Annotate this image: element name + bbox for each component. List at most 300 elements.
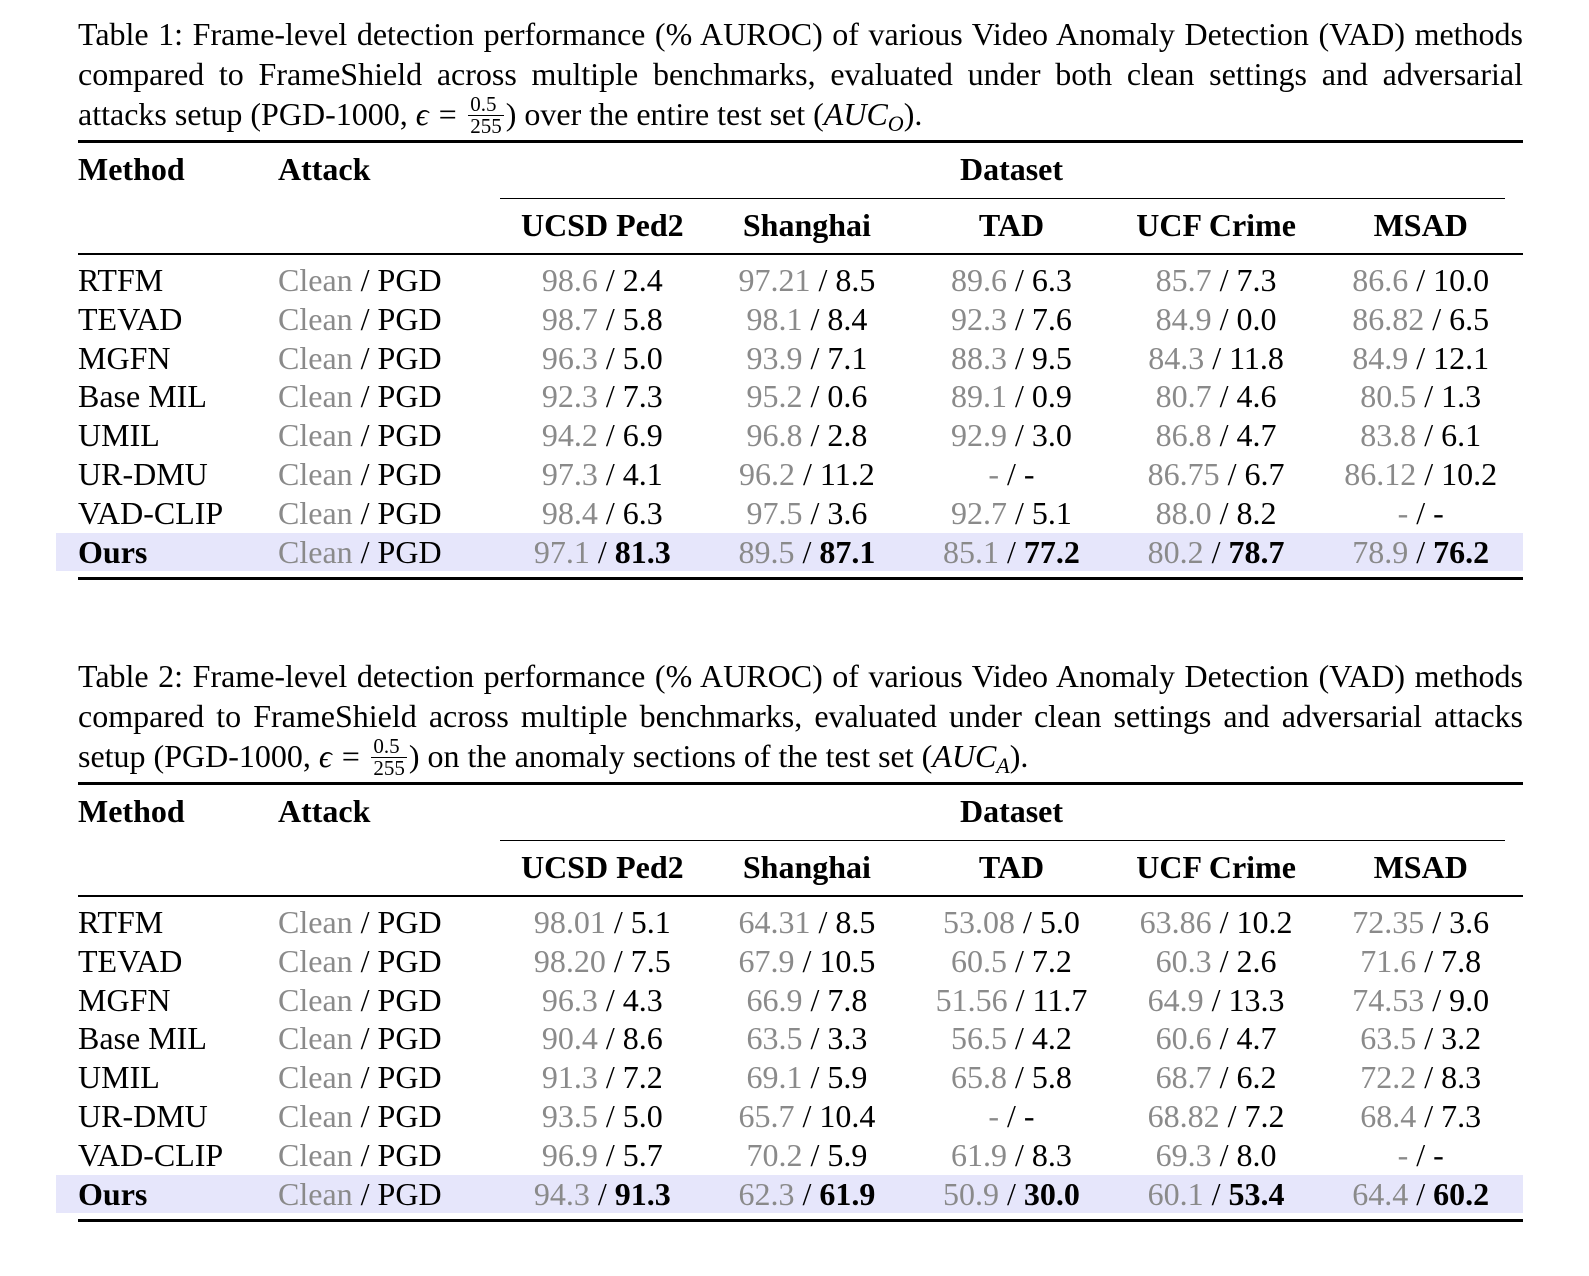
pgd-score: 6.3 — [622, 494, 663, 531]
pgd-score: 8.3 — [1031, 1136, 1072, 1173]
score-cell: 60.5 / 7.2 — [951, 942, 1072, 979]
score-cell: 89.6 / 6.3 — [951, 262, 1072, 298]
method-header: Method — [78, 784, 278, 840]
pgd-score: 8.4 — [827, 300, 868, 337]
clean-score: 63.86 — [1139, 904, 1212, 940]
score-cell: 51.56 / 11.7 — [935, 981, 1088, 1018]
dataset-header: Dataset — [500, 142, 1523, 198]
score-cell: 98.7 / 5.8 — [541, 300, 663, 337]
attack-label: Clean / PGD — [278, 494, 442, 531]
pgd-score: 9.0 — [1449, 981, 1490, 1018]
pgd-score: 7.1 — [827, 339, 868, 376]
pgd-score: 60.2 — [1433, 1175, 1490, 1212]
clean-score: 68.4 — [1360, 1097, 1417, 1134]
clean-score: 62.3 — [738, 1175, 795, 1212]
score-cell: 69.3 / 8.0 — [1155, 1136, 1277, 1173]
table-row — [78, 1136, 1523, 1175]
pgd-score: 3.6 — [827, 494, 868, 531]
pgd-score: 6.5 — [1449, 300, 1490, 337]
pgd-score: - — [1433, 494, 1444, 531]
score-cell: 86.12 / 10.2 — [1344, 455, 1498, 492]
clean-score: - — [1397, 494, 1409, 531]
score-cell: 84.9 / 0.0 — [1155, 300, 1277, 337]
table-row — [78, 942, 1523, 981]
clean-score: 60.6 — [1155, 1020, 1212, 1057]
clean-score: 68.82 — [1147, 1097, 1220, 1134]
clean-score: 70.2 — [746, 1136, 803, 1173]
clean-score: 96.9 — [541, 1136, 598, 1173]
score-cell: 80.2 / 78.7 — [1147, 533, 1285, 570]
table-row — [78, 981, 1523, 1020]
clean-score: 93.9 — [746, 339, 803, 376]
clean-score: 78.9 — [1352, 533, 1409, 570]
score-cell: 98.01 / 5.1 — [533, 904, 671, 940]
score-cell: 83.8 / 6.1 — [1360, 417, 1482, 454]
pgd-score: 10.2 — [1236, 904, 1293, 940]
pgd-score: 0.0 — [1236, 300, 1277, 337]
pgd-score: 61.9 — [819, 1175, 876, 1212]
attack-label: Clean / PGD — [278, 1059, 442, 1096]
table-row — [78, 416, 1523, 455]
score-cell: - / - — [1397, 494, 1444, 531]
score-cell: 65.8 / 5.8 — [951, 1059, 1072, 1096]
pgd-score: 8.3 — [1441, 1059, 1482, 1096]
score-cell: 63.5 / 3.2 — [1360, 1020, 1482, 1057]
clean-score: 86.82 — [1352, 300, 1425, 337]
dataset-cmidrule — [500, 840, 1505, 841]
table-2-caption: Table 2: Frame-level detection performance (% AUROC) of various Video Anomaly Detection (VAD) methods compared to FrameShield across multiple benchmarks, evaluated under clean settings and adversarial attacks setup (PGD-1000, ϵ = $\frac{0.5}{255}$ ) on the anomaly sections of the test set $(AUC_A)$. — [78, 658, 1523, 781]
pgd-score: 13.3 — [1228, 981, 1285, 1018]
score-cell: 63.86 / 10.2 — [1139, 904, 1293, 940]
bottom-rule — [78, 571, 1523, 580]
score-cell: 84.3 / 11.8 — [1148, 339, 1284, 376]
clean-score: 92.3 — [951, 300, 1008, 337]
score-cell: 89.1 / 0.9 — [951, 378, 1072, 415]
pgd-score: 2.6 — [1236, 942, 1277, 979]
pgd-score: 5.1 — [630, 904, 671, 940]
clean-score: 86.75 — [1147, 455, 1220, 492]
score-cell: 95.2 / 0.6 — [746, 378, 868, 415]
dataset-header: Dataset — [500, 784, 1523, 840]
pgd-score: 6.2 — [1236, 1059, 1277, 1096]
attack-label: Clean / PGD — [278, 942, 442, 979]
epsilon-fraction: $\frac{0.5}{255}$ — [373, 734, 405, 781]
pgd-score: 7.5 — [630, 942, 671, 979]
attack-label: Clean / PGD — [278, 378, 442, 415]
score-cell: 86.82 / 6.5 — [1352, 300, 1490, 337]
clean-score: 84.9 — [1352, 339, 1409, 376]
attack-header: Attack — [278, 142, 500, 198]
score-cell: 78.9 / 76.2 — [1352, 533, 1490, 570]
score-cell: 96.8 / 2.8 — [746, 417, 868, 454]
pgd-score: 4.6 — [1236, 378, 1277, 415]
score-cell: 63.5 / 3.3 — [746, 1020, 868, 1057]
clean-score: 86.6 — [1352, 262, 1409, 298]
attack-header: Attack — [278, 784, 500, 840]
pgd-score: 5.0 — [622, 339, 663, 376]
clean-score: 72.2 — [1360, 1059, 1417, 1096]
pgd-score: 10.2 — [1441, 455, 1498, 492]
pgd-score: 2.8 — [827, 417, 868, 454]
score-cell: 61.9 / 8.3 — [951, 1136, 1072, 1173]
score-cell: 53.08 / 5.0 — [943, 904, 1080, 940]
pgd-score: 3.3 — [827, 1020, 868, 1057]
attack-label: Clean / PGD — [278, 339, 442, 376]
score-cell: 98.4 / 6.3 — [541, 494, 663, 531]
score-cell: 72.2 / 8.3 — [1360, 1059, 1482, 1096]
results-table — [78, 782, 1523, 1213]
method-name: Ours — [78, 533, 148, 570]
score-cell: 74.53 / 9.0 — [1352, 981, 1490, 1018]
clean-score: - — [988, 455, 1000, 492]
clean-score: 80.2 — [1147, 533, 1204, 570]
attack-label: Clean / PGD — [278, 904, 442, 940]
clean-score: 60.3 — [1155, 942, 1212, 979]
dataset-column-header: MSAD — [1318, 839, 1523, 896]
clean-score: 92.9 — [951, 417, 1008, 454]
score-cell: 66.9 / 7.8 — [746, 981, 868, 1018]
clean-score: 65.8 — [951, 1059, 1008, 1096]
score-cell: 72.35 / 3.6 — [1352, 904, 1490, 940]
dataset-column-header: UCF Crime — [1114, 197, 1319, 254]
pgd-score: 11.2 — [819, 455, 875, 492]
pgd-score: 9.5 — [1031, 339, 1072, 376]
score-cell: 64.4 / 60.2 — [1352, 1175, 1490, 1212]
clean-score: 72.35 — [1352, 904, 1425, 940]
pgd-score: 7.2 — [1031, 942, 1072, 979]
clean-score: 98.6 — [541, 262, 598, 298]
clean-score: 60.1 — [1147, 1175, 1204, 1212]
method-name: UMIL — [78, 1059, 160, 1096]
score-cell: 86.75 / 6.7 — [1147, 455, 1285, 492]
score-cell: 96.9 / 5.7 — [541, 1136, 663, 1173]
pgd-score: 7.3 — [622, 378, 663, 415]
clean-score: 71.6 — [1360, 942, 1417, 979]
pgd-score: 7.2 — [1244, 1097, 1285, 1134]
clean-score: 63.5 — [1360, 1020, 1417, 1057]
score-cell: 68.82 / 7.2 — [1147, 1097, 1285, 1134]
clean-score: - — [1397, 1136, 1409, 1173]
table-row — [78, 1019, 1523, 1058]
score-cell: 85.7 / 7.3 — [1155, 262, 1277, 298]
score-cell: 93.9 / 7.1 — [746, 339, 868, 376]
clean-score: 98.20 — [533, 942, 606, 979]
pgd-score: 87.1 — [819, 533, 876, 570]
score-cell: 94.3 / 91.3 — [533, 1175, 671, 1212]
pgd-score: 8.5 — [835, 262, 876, 298]
clean-score: 96.8 — [746, 417, 803, 454]
score-cell: 93.5 / 5.0 — [541, 1097, 663, 1134]
score-cell: 92.7 / 5.1 — [951, 494, 1072, 531]
clean-score: 89.6 — [951, 262, 1008, 298]
clean-score: 84.3 — [1148, 339, 1205, 376]
clean-score: - — [988, 1097, 1000, 1134]
clean-score: 53.08 — [943, 904, 1016, 940]
pgd-score: 3.2 — [1441, 1020, 1482, 1057]
score-cell: 56.5 / 4.2 — [951, 1020, 1072, 1057]
attack-label: Clean / PGD — [278, 262, 442, 298]
score-cell: 86.8 / 4.7 — [1155, 417, 1277, 454]
ours-row — [78, 1175, 1523, 1214]
clean-score: 84.9 — [1155, 300, 1212, 337]
clean-score: 56.5 — [951, 1020, 1008, 1057]
score-cell: 89.5 / 87.1 — [738, 533, 876, 570]
clean-score: 86.8 — [1155, 417, 1212, 454]
table-row — [78, 339, 1523, 378]
method-name: Base MIL — [78, 378, 207, 415]
pgd-score: 1.3 — [1441, 378, 1482, 415]
score-cell: 94.2 / 6.9 — [541, 417, 663, 454]
attack-label: Clean / PGD — [278, 1097, 442, 1134]
score-cell: 98.1 / 8.4 — [746, 300, 868, 337]
table-row — [78, 455, 1523, 494]
clean-score: 64.9 — [1147, 981, 1204, 1018]
table-1-caption: Table 1: Frame-level detection performance (% AUROC) of various Video Anomaly Detection (VAD) methods compared to FrameShield across multiple benchmarks, evaluated under both clean settings and adversarial attacks setup (PGD-1000, ϵ = $\frac{0.5}{255}$ ) over the entire test set $(AUC_O)$. — [78, 16, 1523, 139]
pgd-score: 5.1 — [1031, 494, 1072, 531]
score-cell: 97.21 / 8.5 — [738, 262, 876, 298]
pgd-score: 10.4 — [819, 1097, 876, 1134]
method-name: Ours — [78, 1175, 148, 1212]
pgd-score: 5.8 — [1031, 1059, 1072, 1096]
method-name: RTFM — [78, 262, 164, 298]
clean-score: 80.5 — [1360, 378, 1417, 415]
clean-score: 94.2 — [541, 417, 598, 454]
pgd-score: 5.0 — [1039, 904, 1080, 940]
dataset-column-header: TAD — [909, 839, 1114, 896]
pgd-score: 6.7 — [1244, 455, 1285, 492]
pgd-score: 5.7 — [622, 1136, 663, 1173]
table-row — [78, 300, 1523, 339]
score-cell: 96.3 / 4.3 — [541, 981, 663, 1018]
ours-row — [78, 533, 1523, 572]
clean-score: 85.7 — [1155, 262, 1212, 298]
bottom-rule — [78, 1213, 1523, 1222]
method-name: UR-DMU — [78, 455, 208, 492]
pgd-score: 91.3 — [614, 1175, 671, 1212]
dataset-cmidrule — [500, 198, 1505, 199]
dataset-column-header: Shanghai — [705, 197, 910, 254]
clean-score: 93.5 — [541, 1097, 598, 1134]
attack-label: Clean / PGD — [278, 981, 442, 1018]
clean-score: 85.1 — [943, 533, 1000, 570]
pgd-score: 8.5 — [835, 904, 876, 940]
score-cell: 96.3 / 5.0 — [541, 339, 663, 376]
dataset-column-header: UCSD Ped2 — [500, 839, 705, 896]
attack-label: Clean / PGD — [278, 1020, 442, 1057]
pgd-score: 7.6 — [1031, 300, 1072, 337]
clean-score: 90.4 — [541, 1020, 598, 1057]
table-row — [78, 896, 1523, 942]
dataset-column-header: UCSD Ped2 — [500, 197, 705, 254]
pgd-score: 8.0 — [1236, 1136, 1277, 1173]
score-cell: 60.6 / 4.7 — [1155, 1020, 1277, 1057]
pgd-score: 11.8 — [1229, 339, 1284, 376]
clean-score: 86.12 — [1344, 455, 1417, 492]
score-cell: 97.5 / 3.6 — [746, 494, 868, 531]
score-cell: 88.3 / 9.5 — [951, 339, 1072, 376]
pgd-score: 12.1 — [1433, 339, 1490, 376]
pgd-score: 78.7 — [1228, 533, 1285, 570]
score-cell: 64.9 / 13.3 — [1147, 981, 1285, 1018]
clean-score: 98.7 — [541, 300, 598, 337]
score-cell: 98.6 / 2.4 — [541, 262, 663, 298]
clean-score: 66.9 — [746, 981, 803, 1018]
score-cell: 80.7 / 4.6 — [1155, 378, 1277, 415]
pgd-score: 5.9 — [827, 1136, 868, 1173]
score-cell: 69.1 / 5.9 — [746, 1059, 868, 1096]
clean-score: 69.1 — [746, 1059, 803, 1096]
results-table — [78, 140, 1523, 571]
score-cell: 91.3 / 7.2 — [541, 1059, 663, 1096]
clean-score: 64.4 — [1352, 1175, 1409, 1212]
pgd-score: 53.4 — [1228, 1175, 1285, 1212]
clean-score: 98.4 — [541, 494, 598, 531]
score-cell: - / - — [988, 1097, 1035, 1134]
clean-score: 50.9 — [943, 1175, 1000, 1212]
pgd-score: 4.2 — [1031, 1020, 1072, 1057]
score-cell: 68.7 / 6.2 — [1155, 1059, 1277, 1096]
score-cell: 65.7 / 10.4 — [738, 1097, 876, 1134]
pgd-score: 10.5 — [819, 942, 876, 979]
pgd-score: 30.0 — [1023, 1175, 1080, 1212]
pgd-score: - — [1023, 1097, 1035, 1134]
pgd-score: 0.9 — [1031, 378, 1072, 415]
clean-score: 92.7 — [951, 494, 1008, 531]
clean-score: 96.3 — [541, 339, 598, 376]
attack-label: Clean / PGD — [278, 533, 442, 570]
method-header: Method — [78, 142, 278, 198]
pgd-score: 7.8 — [827, 981, 868, 1018]
pgd-score: 2.4 — [622, 262, 663, 298]
score-cell: 67.9 / 10.5 — [738, 942, 876, 979]
score-cell: 71.6 / 7.8 — [1360, 942, 1482, 979]
pgd-score: 4.7 — [1236, 1020, 1277, 1057]
method-name: VAD-CLIP — [78, 494, 224, 531]
clean-score: 94.3 — [533, 1175, 590, 1212]
pgd-score: 6.3 — [1031, 262, 1072, 298]
clean-score: 65.7 — [738, 1097, 795, 1134]
attack-label: Clean / PGD — [278, 455, 442, 492]
table-1-block — [78, 14, 1523, 580]
pgd-score: 4.3 — [622, 981, 663, 1018]
attack-label: Clean / PGD — [278, 417, 442, 454]
method-name: Base MIL — [78, 1020, 207, 1057]
pgd-score: 5.9 — [827, 1059, 868, 1096]
pgd-score: 4.1 — [622, 455, 663, 492]
score-cell: 97.1 / 81.3 — [533, 533, 671, 570]
score-cell: 84.9 / 12.1 — [1352, 339, 1490, 376]
score-cell: 90.4 / 8.6 — [541, 1020, 663, 1057]
clean-score: 95.2 — [746, 378, 803, 415]
score-cell: 92.9 / 3.0 — [951, 417, 1072, 454]
epsilon-fraction: $\frac{0.5}{255}$ — [470, 92, 502, 139]
dataset-column-header: MSAD — [1318, 197, 1523, 254]
clean-score: 64.31 — [738, 904, 811, 940]
method-name: TEVAD — [78, 300, 183, 337]
pgd-score: 3.0 — [1031, 417, 1072, 454]
score-cell: 64.31 / 8.5 — [738, 904, 876, 940]
clean-score: 89.5 — [738, 533, 795, 570]
clean-score: 51.56 — [935, 981, 1008, 1018]
pgd-score: 7.3 — [1236, 262, 1277, 298]
clean-score: 97.21 — [738, 262, 811, 298]
score-cell: 86.6 / 10.0 — [1352, 262, 1490, 298]
clean-score: 74.53 — [1352, 981, 1425, 1018]
score-cell: 85.1 / 77.2 — [943, 533, 1080, 570]
pgd-score: 4.7 — [1236, 417, 1277, 454]
table-row — [78, 1097, 1523, 1136]
table-1 — [78, 140, 1523, 580]
pgd-score: 8.2 — [1236, 494, 1277, 531]
pgd-score: - — [1023, 455, 1035, 492]
clean-score: 96.2 — [739, 455, 796, 492]
score-cell: 50.9 / 30.0 — [943, 1175, 1080, 1212]
pgd-score: 76.2 — [1433, 533, 1490, 570]
attack-label: Clean / PGD — [278, 1175, 442, 1212]
pgd-score: 0.6 — [827, 378, 868, 415]
pgd-score: 6.1 — [1441, 417, 1482, 454]
score-cell: 62.3 / 61.9 — [738, 1175, 876, 1212]
pgd-score: 7.8 — [1441, 942, 1482, 979]
pgd-score: 6.9 — [622, 417, 663, 454]
pgd-score: 81.3 — [614, 533, 671, 570]
clean-score: 83.8 — [1360, 417, 1417, 454]
clean-score: 96.3 — [541, 981, 598, 1018]
clean-score: 92.3 — [541, 378, 598, 415]
attack-label: Clean / PGD — [278, 300, 442, 337]
score-cell: 92.3 / 7.3 — [541, 378, 663, 415]
dataset-column-header: TAD — [909, 197, 1114, 254]
clean-score: 88.3 — [951, 339, 1008, 376]
table-row — [78, 1058, 1523, 1097]
pgd-score: 11.7 — [1032, 981, 1088, 1018]
score-cell: 60.3 / 2.6 — [1155, 942, 1277, 979]
clean-score: 61.9 — [951, 1136, 1008, 1173]
epsilon-symbol: ϵ = — [318, 738, 362, 774]
clean-score: 67.9 — [738, 942, 795, 979]
score-cell: 92.3 / 7.6 — [951, 300, 1072, 337]
pgd-score: 10.0 — [1433, 262, 1490, 298]
clean-score: 97.1 — [533, 533, 590, 570]
score-cell: - / - — [1397, 1136, 1444, 1173]
attack-label: Clean / PGD — [278, 1136, 442, 1173]
clean-score: 68.7 — [1155, 1059, 1212, 1096]
clean-score: 69.3 — [1155, 1136, 1212, 1173]
score-cell: 70.2 / 5.9 — [746, 1136, 868, 1173]
clean-score: 97.5 — [746, 494, 803, 531]
score-cell: 98.20 / 7.5 — [533, 942, 671, 979]
score-cell: - / - — [988, 455, 1035, 492]
clean-score: 63.5 — [746, 1020, 803, 1057]
score-cell: 80.5 / 1.3 — [1360, 378, 1482, 415]
method-name: TEVAD — [78, 942, 183, 979]
clean-score: 88.0 — [1155, 494, 1212, 531]
pgd-score: 7.3 — [1441, 1097, 1482, 1134]
table-2 — [78, 782, 1523, 1222]
table-row — [78, 254, 1523, 300]
table-row — [78, 494, 1523, 533]
score-cell: 96.2 / 11.2 — [739, 455, 875, 492]
method-name: UMIL — [78, 417, 160, 454]
pgd-score: 7.2 — [622, 1059, 663, 1096]
clean-score: 80.7 — [1155, 378, 1212, 415]
clean-score: 89.1 — [951, 378, 1008, 415]
method-name: VAD-CLIP — [78, 1136, 224, 1173]
clean-score: 98.1 — [746, 300, 803, 337]
clean-score: 60.5 — [951, 942, 1008, 979]
pgd-score: 5.0 — [622, 1097, 663, 1134]
method-name: MGFN — [78, 981, 171, 1018]
